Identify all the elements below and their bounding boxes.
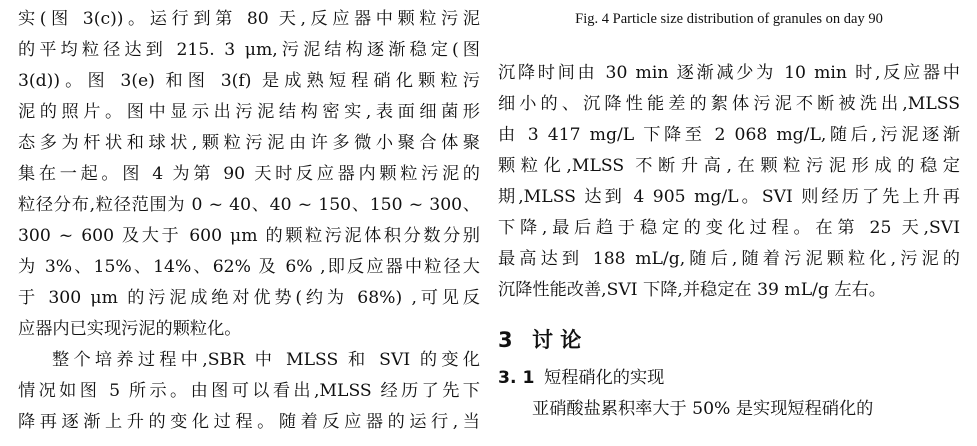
body-line: 泥的照片。图中显示出污泥结构密实,表面细菌形 bbox=[18, 102, 480, 122]
caption-spacer bbox=[498, 35, 960, 58]
body-line: 的平均粒径达到 215. 3 μm,污泥结构逐渐稳定(图 bbox=[18, 40, 480, 60]
body-line: 最高达到 188 mL/g,随后,随着污泥颗粒化,污泥的 bbox=[498, 249, 960, 269]
body-line: 降再逐渐上升的变化过程。随着反应器的运行,当 bbox=[18, 412, 480, 432]
body-line: 情况如图 5 所示。由图可以看出,MLSS 经历了先下 bbox=[18, 381, 480, 401]
subsection-title: 短程硝化的实现 bbox=[544, 368, 665, 388]
body-line: 细小的、沉降性能差的絮体污泥不断被洗出,MLSS bbox=[498, 94, 960, 114]
left-column bbox=[18, 0, 480, 438]
paragraph-end-line: 沉降性能改善,SVI 下降,并稳定在 39 mL/g 左右。 bbox=[498, 280, 886, 300]
body-line: 沉降时间由 30 min 逐渐减少为 10 min 时,反应器中 bbox=[498, 63, 960, 83]
right-column bbox=[498, 0, 960, 425]
figure-caption: Fig. 4 Particle size distribution of granules on day 90 bbox=[575, 11, 883, 27]
body-line: 由 3 417 mg/L 下降至 2 068 mg/L,随后,污泥逐渐 bbox=[498, 125, 960, 145]
body-line: 3(d))。图 3(e) 和图 3(f) 是成熟短程硝化颗粒污 bbox=[18, 71, 480, 91]
body-line: 300 ~ 600 及大于 600 μm 的颗粒污泥体积分数分别 bbox=[18, 226, 480, 246]
section-title: 讨 论 bbox=[532, 328, 582, 352]
body-line: 于 300 μm 的污泥成绝对优势(约为 68%) ,可见反 bbox=[18, 288, 480, 308]
body-line: 实(图 3(c))。运行到第 80 天,反应器中颗粒污泥 bbox=[18, 9, 480, 29]
body-line: 集在一起。图 4 为第 90 天时反应器内颗粒污泥的 bbox=[18, 164, 480, 184]
body-line: 为 3%、15%、14%、62% 及 6% ,即反应器中粒径大 bbox=[18, 257, 480, 277]
section-number: 3 bbox=[498, 328, 513, 352]
section-heading bbox=[498, 318, 960, 362]
subsection-number: 3. 1 bbox=[498, 368, 535, 388]
body-line: 下降,最后趋于稳定的变化过程。在第 25 天,SVI bbox=[498, 218, 960, 238]
body-line: 期,MLSS 达到 4 905 mg/L。SVI 则经历了先上升再 bbox=[498, 187, 960, 207]
paragraph-start-line: 亚硝酸盐累积率大于 50% 是实现短程硝化的 bbox=[532, 399, 874, 419]
body-line: 颗粒化,MLSS 不断升高,在颗粒污泥形成的稳定 bbox=[498, 156, 960, 176]
paragraph-end-line: 应器内已实现污泥的颗粒化。 bbox=[18, 319, 242, 339]
body-line: 粒径分布,粒径范围为 0 ~ 40、40 ~ 150、150 ~ 300、 bbox=[18, 195, 480, 215]
paragraph-start-line: 整个培养过程中,SBR 中 MLSS 和 SVI 的变化 bbox=[52, 350, 480, 370]
body-line: 态多为杆状和球状,颗粒污泥由许多微小聚合体聚 bbox=[18, 133, 480, 153]
subsection-heading bbox=[498, 363, 960, 394]
